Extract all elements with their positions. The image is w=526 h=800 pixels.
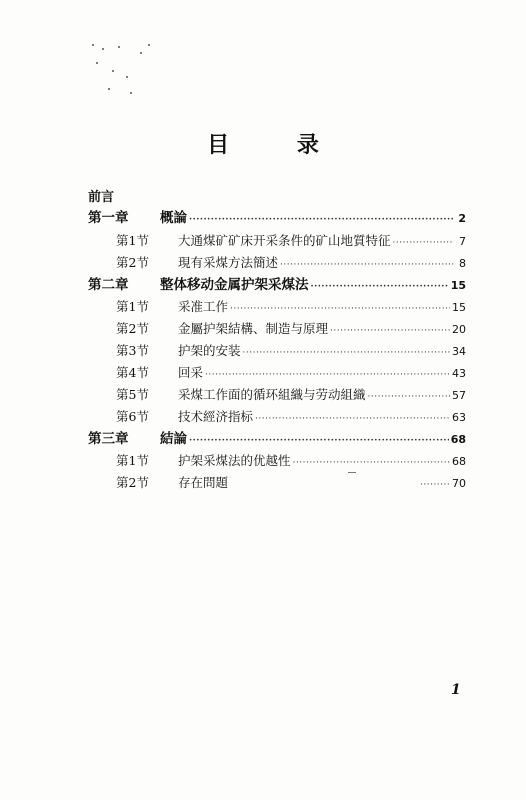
chapter-page: 2 [458,212,466,225]
toc-chapter-1[interactable] [88,210,466,228]
section-number: 第1节 [116,299,149,314]
chapter-number: 第二章 [88,277,129,293]
section-number: 第3节 [116,343,149,358]
page-number: 1 [451,682,461,698]
dot-leader [393,235,454,251]
section-number: 第5节 [116,387,149,402]
section-title: 存在問題 [178,475,229,490]
toc-preface-label: 前言 [88,190,115,205]
section-number: 第2节 [116,321,149,336]
section-number: 第6节 [116,409,149,424]
toc-chapter-2[interactable] [88,277,466,295]
section-number: 第4节 [116,365,149,380]
dot-leader [189,212,454,228]
section-title: 护架的安装 [178,343,241,358]
section-page: 63 [452,411,466,424]
section-number: 第1节 [116,453,149,468]
dot-leader [330,323,450,339]
dot-leader [280,257,454,273]
dot-leader [420,477,450,493]
chapter-number: 第三章 [88,431,129,447]
dot-leader [243,345,450,361]
toc-section-1-1[interactable] [116,233,466,251]
dot-leader [293,455,450,471]
section-page: 20 [452,323,466,336]
toc-section-2-4[interactable] [116,365,466,383]
section-title: 現有采煤方法簡述 [178,255,279,270]
section-title: 采准工作 [178,299,229,314]
dot-leader [230,301,450,317]
dot-leader [205,367,450,383]
toc-section-2-3[interactable] [116,343,466,361]
section-page: 57 [452,389,466,402]
chapter-number: 第一章 [88,210,129,226]
toc-preface[interactable] [88,190,114,206]
section-page: 15 [452,301,466,314]
page-title: 目 录 [207,132,349,158]
section-title: 采煤工作面的循环組織与劳动組織 [178,387,366,402]
section-number: 第2节 [116,255,149,270]
section-title: 大通煤矿矿床开采条件的矿山地質特征 [178,233,391,248]
section-number: 第2节 [116,475,149,490]
section-number: 第1节 [116,233,149,248]
toc-section-2-6[interactable] [116,409,466,427]
toc-section-2-5[interactable] [116,387,466,405]
section-page: 7 [459,235,466,248]
toc-section-3-1[interactable] [116,453,466,471]
chapter-page: 15 [450,279,466,292]
toc-section-2-1[interactable] [116,299,466,317]
dot-leader [311,279,449,295]
chapter-title: 概論 [160,210,187,226]
dot-leader [189,433,449,449]
section-page: 68 [452,455,466,468]
section-title: 技术經济指标 [178,409,254,424]
scan-smudge [348,472,356,473]
chapter-page: 68 [450,433,466,446]
section-title: 金屬护架結構、制造与原理 [178,321,329,336]
toc-section-1-2[interactable] [116,255,466,273]
section-page: 70 [452,477,466,490]
chapter-title: 結論 [160,431,187,447]
dot-leader [368,389,450,405]
chapter-title: 整体移动金属护架采煤法 [160,277,309,293]
section-title: 护架采煤法的优越性 [178,453,291,468]
toc-section-3-2[interactable] [116,475,466,493]
section-title: 回采 [178,365,204,380]
toc-chapter-3[interactable] [88,431,466,449]
dot-leader [255,411,450,427]
section-page: 8 [459,257,466,270]
toc-section-2-2[interactable] [116,321,466,339]
section-page: 34 [452,345,466,358]
section-page: 43 [452,367,466,380]
